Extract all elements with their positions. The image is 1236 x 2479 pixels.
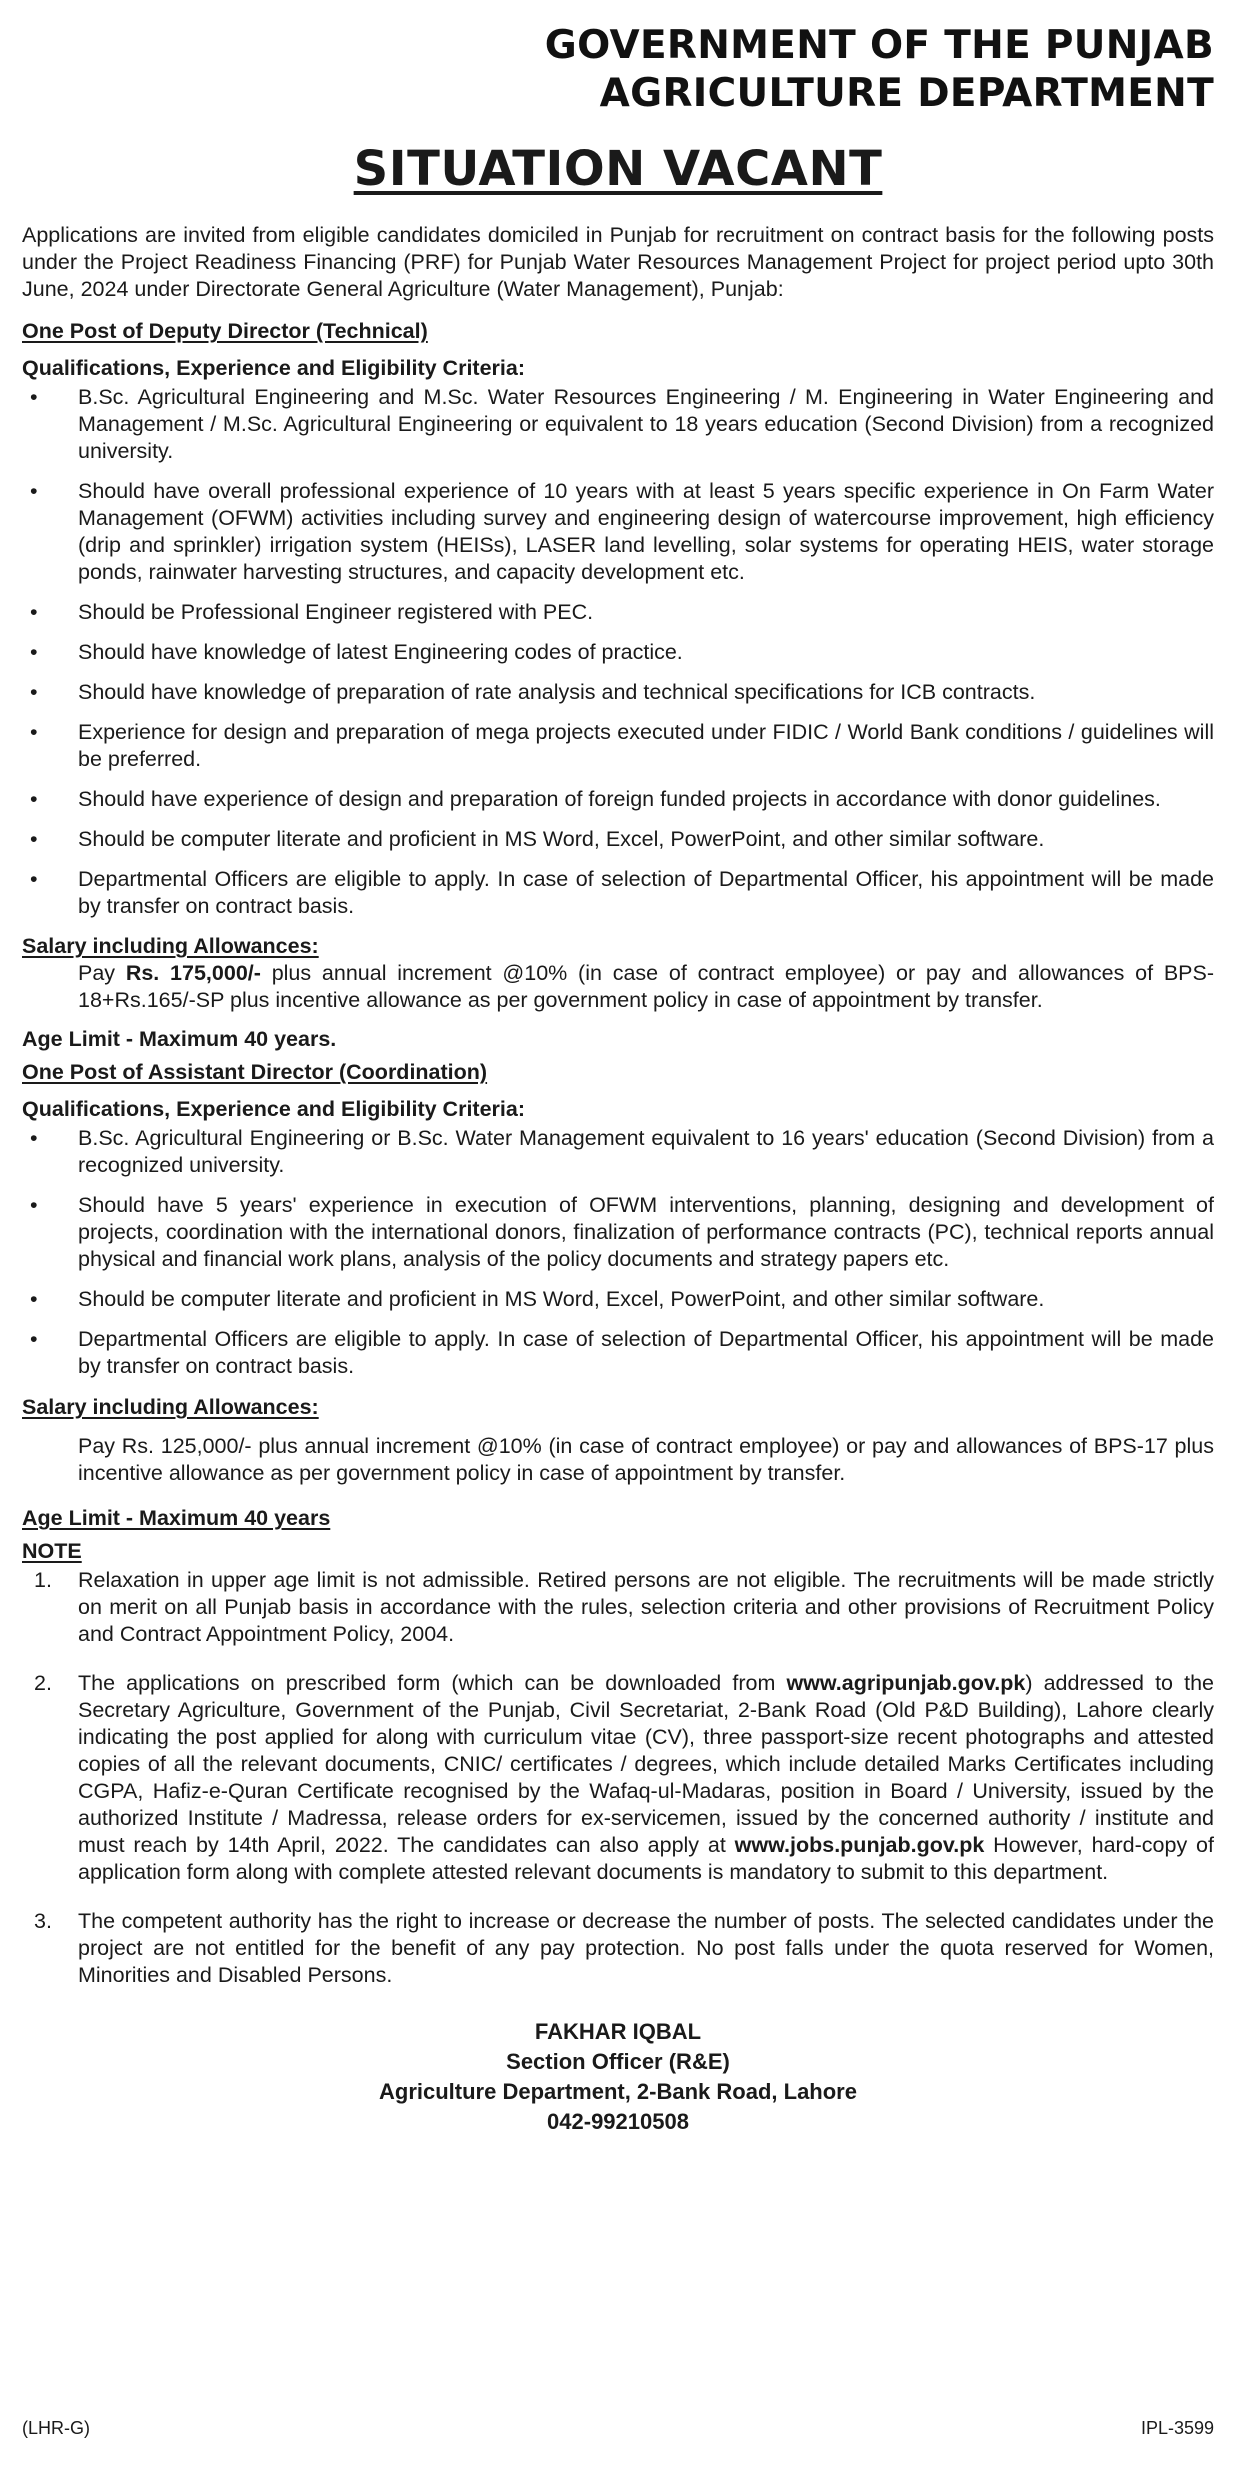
signatory-designation: Section Officer (R&E): [506, 2049, 730, 2074]
post1-salary-heading: Salary including Allowances:: [22, 934, 319, 958]
post2-qual-heading: Qualifications, Experience and Eligibility Criteria:: [22, 1097, 525, 1121]
post2-age-limit: Age Limit - Maximum 40 years: [22, 1506, 331, 1530]
list-item: • Departmental Officers are eligible to apply. In case of selection of Departmental Officer, his appointment will be made by transfer on contract basis.: [30, 1327, 1214, 1378]
post1-heading: One Post of Deputy Director (Technical): [22, 319, 428, 343]
list-item: • Should have knowledge of latest Engineering codes of practice.: [30, 640, 683, 664]
signatory-phone: 042-99210508: [547, 2109, 689, 2134]
post1-criteria-list: [22, 384, 1214, 920]
list-item: 2. The applications on prescribed form (which can be downloaded from www.agripunjab.gov.pk) addressed to the Secretary Agriculture, Government of the Punjab, Civil Secretariat, 2-Bank Road (Old P&D Building), Lahore clearly indicating the post applied for along with curriculum vitae (CV), three passport-size recent photographs and attested copies of all the relevant documents, CNIC/ certificates / degrees, which include detailed Marks Certificates including CGPA, Hafiz-e-Quran Certificate recognised by the Wafaq-ul-Madaras, position in Board / University, issued by the authorized Institute / Madressa, release orders for ex-servicemen, issued by the concerned authority / institute and must reach by 14th April, 2022. The candidates can also apply at www.jobs.punjab.gov.pk However, hard-copy of application form along with complete attested relevant documents is mandatory to submit to this department.: [34, 1671, 1214, 1884]
note-heading: NOTE: [22, 1539, 82, 1563]
header: [22, 0, 1214, 118]
note-list: [22, 1567, 1214, 1989]
list-item: • B.Sc. Agricultural Engineering and M.Sc. Water Resources Engineering / M. Engineering in Water Engineering and Management / M.Sc. Agricultural Engineering or equivalent to 18 years education (Second Division) from a recognized university.: [30, 385, 1214, 463]
post2-salary-text: Pay Rs. 125,000/- plus annual increment @10% (in case of contract employee) or pay and allowances of BPS-17 plus incentive allowance as per government policy in case of appointment by transfer.: [78, 1434, 1214, 1485]
list-item: • Should have knowledge of preparation of rate analysis and technical specifications for ICB contracts.: [30, 680, 1036, 704]
list-item: • Should be Professional Engineer registered with PEC.: [30, 600, 594, 624]
list-item: • Experience for design and preparation of mega projects executed under FIDIC / World Bank conditions / guidelines will be preferred.: [30, 720, 1214, 771]
page-title: SITUATION VACANT: [353, 141, 883, 197]
agripunjab-link[interactable]: www.agripunjab.gov.pk: [786, 1671, 1026, 1695]
header-government: GOVERNMENT OF THE PUNJAB: [544, 23, 1214, 68]
header-department: AGRICULTURE DEPARTMENT: [599, 71, 1214, 116]
signatory-name: FAKHAR IQBAL: [534, 2019, 702, 2044]
signatory-address: Agriculture Department, 2-Bank Road, Lahore: [379, 2079, 857, 2104]
footer-code-left: (LHR-G): [22, 2418, 90, 2438]
post1-salary-text: Pay Rs. 175,000/- plus annual increment @10% (in case of contract employee) or pay and allowances of BPS-18+Rs.165/-SP plus incentive allowance as per government policy in case of appointment by transfer.: [78, 961, 1215, 1012]
post1-qual-heading: Qualifications, Experience and Eligibility Criteria:: [22, 356, 525, 380]
list-item: • Should be computer literate and proficient in MS Word, Excel, PowerPoint, and other similar software.: [30, 1287, 1045, 1311]
list-item: • Should have 5 years' experience in execution of OFWM interventions, planning, designing and development of projects, coordination with the international donors, finalization of performance contracts (PC), technical reports annual physical and financial work plans, analysis of the policy documents and strategy papers etc.: [30, 1193, 1214, 1271]
list-item: • Departmental Officers are eligible to apply. In case of selection of Departmental Officer, his appointment will be made by transfer on contract basis.: [30, 867, 1214, 918]
list-item: • B.Sc. Agricultural Engineering or B.Sc. Water Management equivalent to 16 years' education (Second Division) from a recognized university.: [30, 1126, 1214, 1177]
post2-salary-heading: Salary including Allowances:: [22, 1395, 319, 1419]
post2-heading: One Post of Assistant Director (Coordination): [22, 1060, 488, 1084]
list-item: • Should be computer literate and proficient in MS Word, Excel, PowerPoint, and other similar software.: [30, 827, 1045, 851]
footer: [22, 2418, 1214, 2439]
post1-age-limit: Age Limit - Maximum 40 years.: [22, 1027, 337, 1051]
list-item: • Should have experience of design and preparation of foreign funded projects in accordance with donor guidelines.: [30, 787, 1161, 811]
list-item: • Should have overall professional experience of 10 years with at least 5 years specific experience in On Farm Water Management (OFWM) activities including survey and engineering design of watercourse improvement, high efficiency (drip and sprinkler) irrigation system (HEISs), LASER land levelling, solar systems for operating HEIS, water storage ponds, rainwater harvesting structures, and capacity development etc.: [30, 479, 1214, 584]
footer-code-right: IPL-3599: [1140, 2418, 1214, 2438]
intro-paragraph: Applications are invited from eligible candidates domiciled in Punjab for recruitment on contract basis for the following posts under the Project Readiness Financing (PRF) for Punjab Water Resources Management Project for project period upto 30th June, 2024 under Directorate General Agriculture (Water Management), Punjab:: [22, 223, 1214, 301]
post2-criteria-list: [22, 1125, 1214, 1380]
list-item: 3. The competent authority has the right to increase or decrease the number of posts. The selected candidates under the project are not entitled for the benefit of any pay protection. No post falls under the quota reserved for Women, Minorities and Disabled Persons.: [34, 1909, 1214, 1987]
signature-block: [22, 2017, 1214, 2137]
list-item: 1. Relaxation in upper age limit is not admissible. Retired persons are not eligible. The recruitments will be made strictly on merit on all Punjab basis in accordance with the rules, selection criteria and other provisions of Recruitment Policy and Contract Appointment Policy, 2004.: [34, 1568, 1214, 1646]
jobs-punjab-link[interactable]: www.jobs.punjab.gov.pk: [734, 1833, 985, 1857]
